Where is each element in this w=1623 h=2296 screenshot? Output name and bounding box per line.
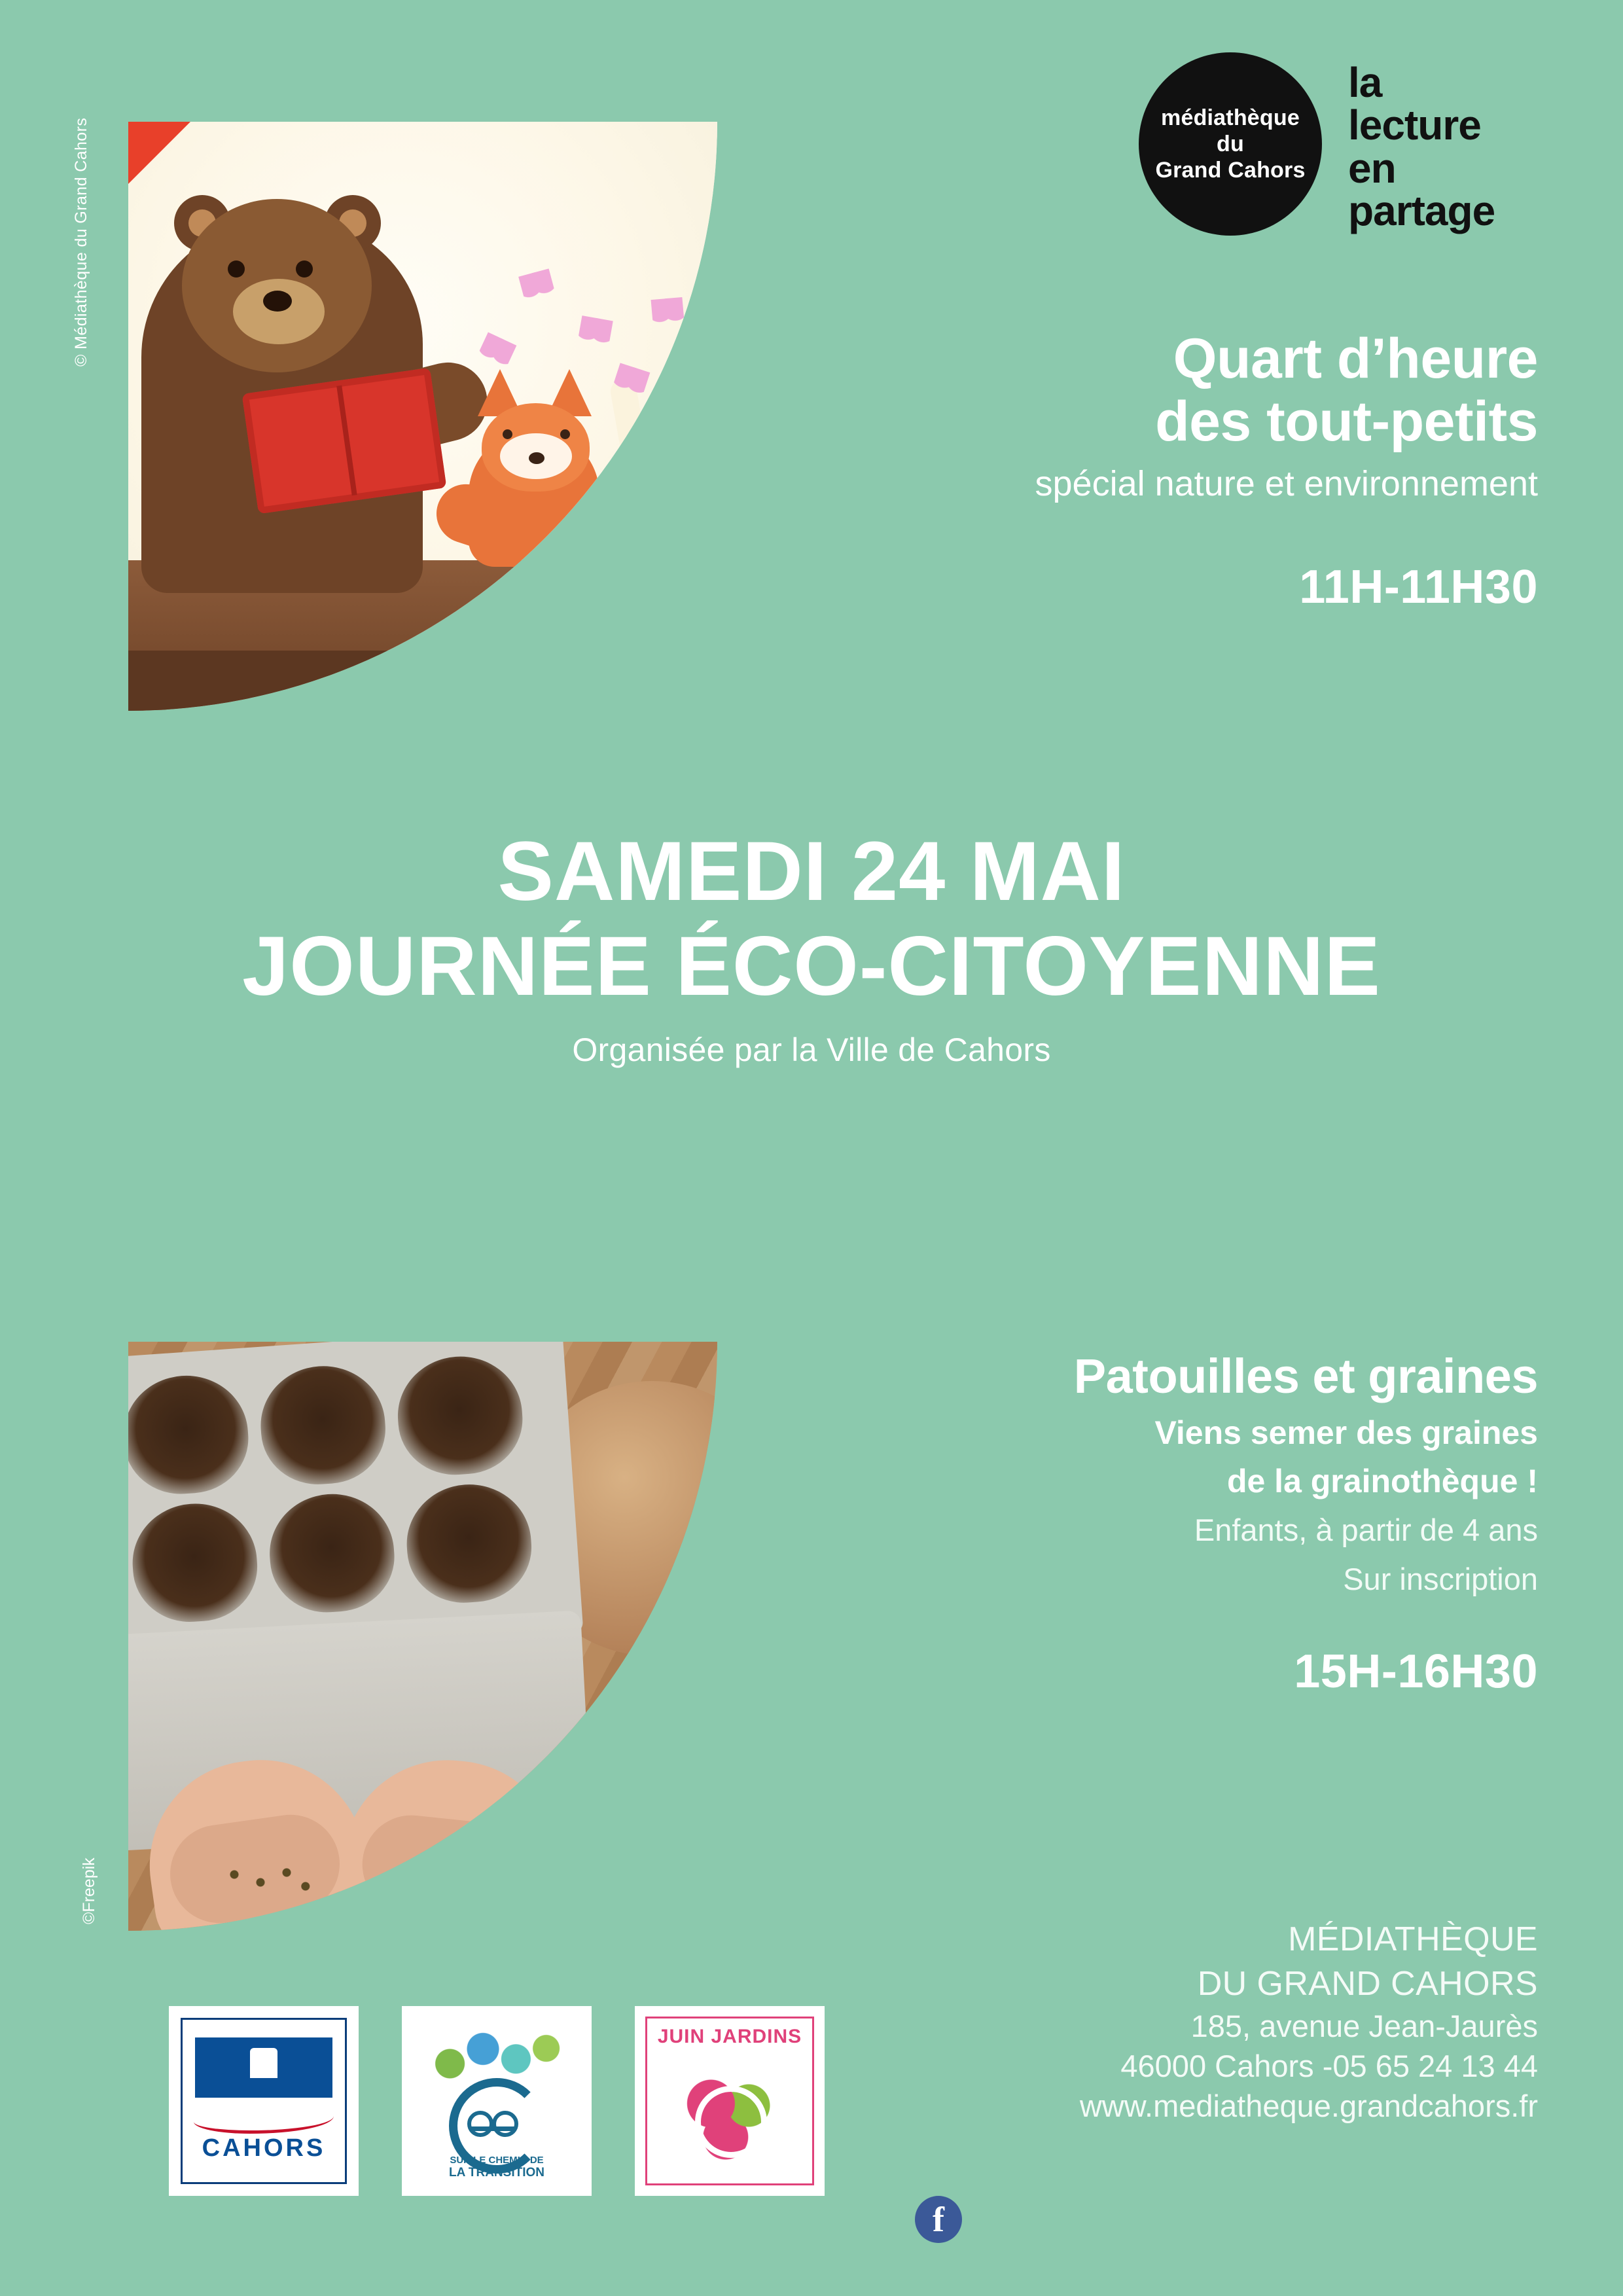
section-patouilles-et-graines: [720, 1348, 1538, 1698]
wordmark-line-1: la: [1348, 59, 1382, 106]
brand-logo-block: [1139, 52, 1564, 268]
partner-logo-cahors: [169, 2006, 359, 2196]
footer-city-phone: 46000 Cahors -05 65 24 13 44: [1120, 2049, 1538, 2084]
soil-cell: [128, 1372, 252, 1498]
logo-line-2: du: [1217, 131, 1244, 156]
seeds-left: [213, 1859, 318, 1898]
partner-logos: [169, 2006, 825, 2196]
fox-eye-left: [503, 429, 512, 439]
seeds-right: [403, 1859, 508, 1898]
cahors-bridge-icon: [195, 2037, 332, 2098]
section-quart-dheure: [713, 327, 1538, 614]
section1-title-line2: des tout-petits: [1155, 390, 1538, 454]
wordmark-line-2: lecture: [1348, 101, 1481, 149]
juin-jardins-title: JUIN JARDINS: [657, 2026, 802, 2047]
cahors-logo-text: CAHORS: [202, 2134, 326, 2162]
fox-nose: [529, 452, 544, 464]
bunny-eye-right: [664, 469, 672, 477]
footer-address: 185, avenue Jean-Jaurès: [1190, 2009, 1538, 2044]
juin-jardins-ring: [695, 2086, 767, 2158]
soil-cell: [257, 1362, 389, 1488]
bunny-eye-left: [630, 469, 638, 477]
butterfly-icon: [651, 297, 685, 323]
seed-planting-photo: [128, 1342, 717, 1931]
mediatheque-logo-circle: [1139, 52, 1322, 236]
transition-text-line2: LA TRANSITION: [448, 2166, 544, 2180]
illustration-ground-dark: [128, 651, 717, 711]
bicycle-icon: [470, 2104, 516, 2131]
main-headline: [0, 825, 1623, 1069]
section2-hours: 15H-16H30: [1294, 1645, 1538, 1698]
bear-muzzle: [233, 279, 325, 344]
section2-age-note: Enfants, à partir de 4 ans: [1194, 1513, 1538, 1547]
bear-eye-left: [228, 260, 245, 278]
headline-date: SAMEDI 24 MAI: [497, 825, 1126, 918]
image-credit-seeds: ©Freepik: [80, 1857, 98, 1924]
image-credit-storytime: © Médiathèque du Grand Cahors: [72, 117, 90, 367]
soil-cell: [129, 1499, 261, 1626]
lecture-en-partage-wordmark: [1348, 59, 1495, 234]
footer-venue-line1: MÉDIATHÈQUE: [1288, 1920, 1538, 1958]
wordmark-line-3: en: [1348, 144, 1396, 192]
section1-subtitle: spécial nature et environnement: [1035, 463, 1538, 503]
transition-logo-text: [402, 2155, 592, 2180]
section2-subtitle-line1: Viens semer des graines: [1154, 1414, 1538, 1451]
headline-organizer: Organisée par la Ville de Cahors: [572, 1031, 1051, 1069]
soil-cell: [266, 1490, 398, 1616]
storytime-illustration: [128, 122, 717, 711]
footer-website[interactable]: www.mediatheque.grandcahors.fr: [1079, 2089, 1538, 2124]
soil-cell: [403, 1480, 535, 1607]
headline-event: JOURNÉE ÉCO-CITOYENNE: [242, 919, 1381, 1013]
logo-line-1: médiathèque: [1161, 105, 1300, 130]
bear-nose: [263, 291, 292, 312]
partner-logo-juin-jardins: [635, 2006, 825, 2196]
transition-text-line1: SUR LE CHEMIN DE: [450, 2154, 544, 2166]
facebook-icon[interactable]: f: [915, 2196, 962, 2243]
soil-cell: [394, 1352, 526, 1479]
section1-hours: 11H-11H30: [1299, 561, 1538, 614]
section2-registration-note: Sur inscription: [1343, 1561, 1538, 1596]
section2-title: Patouilles et graines: [1073, 1349, 1538, 1403]
bear-eye-right: [296, 260, 313, 278]
footer-venue-line2: DU GRAND CAHORS: [1197, 1964, 1538, 2003]
section1-title-line1: Quart d’heure: [1173, 327, 1538, 390]
bunny-head: [609, 442, 688, 514]
logo-line-3: Grand Cahors: [1155, 158, 1306, 183]
fox-eye-right: [560, 429, 570, 439]
footer-contact-block: [720, 1918, 1538, 2126]
section2-subtitle-line2: de la grainothèque !: [1226, 1463, 1538, 1499]
wordmark-line-4: partage: [1348, 187, 1495, 234]
partner-logo-transition: [402, 2006, 592, 2196]
